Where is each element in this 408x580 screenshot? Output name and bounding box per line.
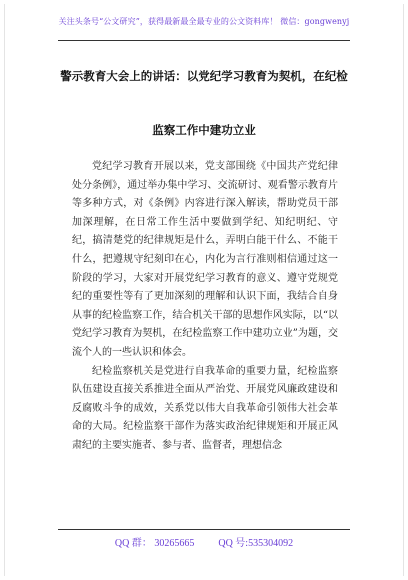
header-banner: 关注头条号“公文研究”，获得最新最全最专业的公文资料库！ 微信：gongwenyj — [58, 17, 350, 26]
paragraph-1: 党纪学习教育开展以来，党支部围绕《中国共产党纪律处分条例》，通过举办集中学习、交流研讨、观看警示教育片等多种方式，对《条例》内容进行深入解读，帮助党员干部加深理解，在日常工作生活中要做到学纪、知纪明纪、守纪，搞清楚党的纪律规矩是什么，弄明白能干什么、不能干什么，把遵规守纪刻印在心，内化为言行准则相信通过这一阶段的学习，大家对开展党纪学习教育的意义、遵守党规党纪的重要性等有了更加深刻的理解和认识下面，我结合自身从事的纪检监察工作，结合机关干部的思想作风实际，以“以党纪学习教育为契机，在纪检监察工作中建功立业”为题，交流个人的一些认识和体会。 — [72, 161, 338, 358]
document-body — [72, 158, 338, 456]
footer-qq-number: QQ 号:535304092 — [218, 538, 294, 549]
document-title-line-2: 监察工作中建功立业 — [152, 123, 256, 137]
footer-qq-group: QQ 群： 30265665 — [114, 538, 195, 549]
footer — [0, 534, 408, 549]
paragraph-2: 纪检监察机关是党进行自我革命的重要力量，纪检监察队伍建设直接关系推进全面从严治党、开展党风廉政建设和反腐败斗争的成效，关系党以伟大自我革命引领伟大社会革命的大局。纪检监察干部作为落实政治纪律规矩和开展正风肃纪的主要实施者、参与者、监督者，理想信念 — [72, 365, 338, 451]
footer-divider — [58, 529, 350, 530]
header-divider — [58, 40, 350, 41]
document-title-line-1: 警示教育大会上的讲话：以党纪学习教育为契机，在纪检 — [60, 69, 348, 83]
